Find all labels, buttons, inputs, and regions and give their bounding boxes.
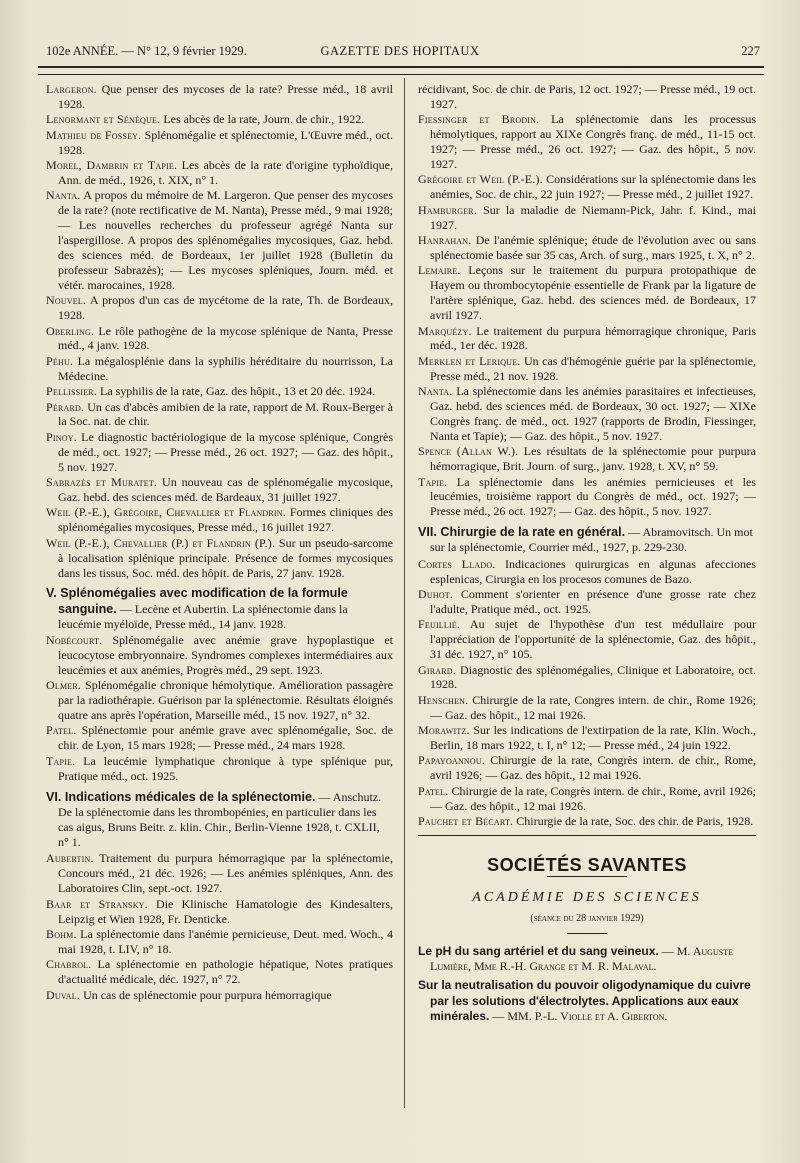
bibliography-entry	[46, 633, 393, 678]
bibliography-entry	[418, 324, 756, 354]
entry-author: Cortes Llado.	[418, 556, 496, 571]
bibliography-entry	[46, 384, 393, 399]
entry-text: Splénectomie pour anémie grave avec splénomégalie, Soc. de chir. de Lyon, 15 mars 1928; — Presse méd., 24 mars 1928.	[58, 723, 393, 753]
bibliography-entry	[418, 203, 756, 233]
entry-author: Morel, Dambrin et Tapie.	[46, 158, 178, 173]
entry-author: Duhot.	[418, 587, 454, 601]
entry-author: Grégoire et Weil (P.-E.).	[418, 172, 543, 187]
bibliography-entry	[418, 233, 756, 263]
running-header	[40, 44, 760, 64]
bibliography-entry	[46, 988, 393, 1003]
entry-author: Mathieu de Fossey.	[46, 127, 142, 142]
bibliography-entry	[418, 587, 756, 617]
title-underline	[547, 876, 627, 877]
bibliography-group-indications-cont	[418, 82, 756, 519]
entry-author: Aubertin.	[46, 851, 94, 866]
entry-text: Traitement du purpura hémorragique par la splénectomie, Concours méd., 21 déc. 1926; — Les anémies spléniques, Ann. des Laboratoires Clin, sept.-oct. 1927.	[58, 851, 393, 896]
communication-entry	[418, 944, 756, 975]
bibliography-entry	[418, 693, 756, 723]
bibliography-entry	[46, 293, 393, 323]
entry-text: Sur les indications de l'extirpation de la rate, Klin. Woch., Berlin, 18 mars 1922, t. I, n° 12; — Presse méd., 24 juin 1922.	[430, 723, 756, 753]
entry-text: récidivant, Soc. de chir. de Paris, 12 oct. 1927; — Presse méd., 19 oct. 1927.	[418, 82, 756, 111]
bibliography-entry	[418, 263, 756, 323]
societes-savantes-title: SOCIÉTÉS SAVANTES	[487, 855, 687, 875]
bibliography-entry	[46, 678, 393, 723]
entry-author: Olmer.	[46, 678, 82, 693]
communication-entry	[418, 978, 756, 1024]
entry-author: Chabrol.	[46, 957, 92, 972]
bibliography-entry	[46, 82, 393, 112]
entry-text: Indicaciones quirurgicas en algunas afecciones esplenicas, Cirurgia en los procesos comunes de Bazo.	[430, 556, 756, 586]
section-heading-v: V. Splénomégalies avec modification de la formule sanguine. — Lecène et Aubertin. La splénectomie dans la leucémie myéloïde, Presse méd., 14 janv. 1928.	[46, 586, 348, 631]
entry-author: Bohm.	[46, 926, 77, 941]
entry-text: Comment s'orienter en présence d'une grosse rate chez l'adulte, Pratique méd., oct. 1925.	[430, 587, 756, 616]
academie-title: ACADÉMIE DES SCIENCES	[472, 889, 702, 905]
bibliography-entry	[46, 897, 393, 927]
entry-text: Splénomégalie avec anémie grave hypoplastique et leucocytose embryonnaire. Syndromes complexes intermédiaires aux leucémies et aux anémies, Progrès méd., 29 sept. 1923.	[58, 633, 393, 677]
entry-text: Splénomégalie et splénectomie, L'Œuvre méd., oct. 1928.	[58, 127, 393, 157]
entry-author: Nouvel.	[46, 293, 87, 308]
section-rule	[418, 835, 756, 836]
bibliography-entry	[418, 384, 756, 444]
bibliography-entry	[46, 324, 393, 354]
entry-author: Lemaire.	[418, 263, 461, 278]
session-date: (séance du 28 janvier 1929)	[530, 912, 644, 924]
entry-author: Patel.	[418, 783, 449, 798]
entry-author: Oberling.	[46, 323, 95, 338]
entry-text: A propos d'un cas de mycétome de la rate, Th. de Bordeaux, 1928.	[58, 293, 393, 323]
bibliography-entry	[418, 663, 756, 693]
entry-author: Merklen et Lerique.	[418, 353, 521, 368]
entry-author: Fiessinger et Brodin.	[418, 112, 540, 127]
entry-text: Chirurgie de la rate, Soc. des chir. de Paris, 1928.	[513, 814, 754, 829]
entry-text: Sur un pseudo-sarcome à localisation splénique principale. Présence de formes mycosiques dans les tissus, Soc. méd. des hôpit. de Paris, 27 janv. 1928.	[58, 535, 393, 580]
entry-text: Diagnostic des splénomégalies, Clinique et Laboratoire, oct. 1928.	[430, 662, 756, 692]
entry-text: Un nouveau cas de splénomégalie mycosique, Gaz. hebd. des sciences méd. de Bardeaux, 31 juillet 1927.	[58, 475, 393, 504]
entry-text: Un cas d'abcès amibien de la rate, rapport de M. Roux-Berger à la Soc. nat. de chir.	[58, 399, 393, 429]
bibliography-entry	[418, 617, 756, 662]
entry-author: Baar et Stransky.	[46, 896, 148, 911]
section-heading-vi: VI. Indications médicales de la splénectomie. — Anschutz. De la splénectomie dans les thrombopénies, en particulier dans les cas aigus, Bruns Beitr. z. klin. Chir., Berlin-Vienne 1928, t. CXLII, n° 1.	[46, 789, 382, 850]
bibliography-entry	[46, 475, 393, 505]
entry-author: Lenormant et Sénèque.	[46, 112, 161, 127]
entry-author: Tapie.	[418, 474, 448, 489]
entry-text: Le rôle pathogène de la mycose splénique de Nanta, Presse méd., 4 janv. 1928.	[58, 323, 393, 353]
bibliography-entry	[46, 430, 393, 475]
bibliography-entry	[46, 851, 393, 896]
bibliography-entry	[46, 505, 393, 535]
bibliography-entry	[46, 723, 393, 753]
bibliography-entry	[46, 112, 393, 127]
entry-text: Formes cliniques des splénomégalies mycosiques, Presse méd., 16 juillet 1927.	[58, 505, 393, 535]
entry-text: Au sujet de l'hypothèse d'un test médullaire pour l'appréciation de l'opportunité de la splénectomie, Gaz. des hôpit., 31 déc. 1927, n° 105.	[430, 617, 756, 662]
entry-text: La splénectomie en pathologie hépatique, Notes pratiques d'actualité médicale, déc. 1927, n° 72.	[58, 957, 393, 987]
right-column	[418, 82, 756, 1152]
bibliography-group-indications	[46, 851, 393, 1002]
session-rule	[567, 933, 607, 934]
bibliography-entry	[46, 536, 393, 581]
entry-text: La mégalosplénie dans la syphilis héréditaire du nourrisson, La Médecine.	[58, 353, 393, 383]
bibliography-entry	[46, 128, 393, 158]
bibliography-group-formule	[46, 633, 393, 784]
entry-text: Chirurgie de la rate, Congres intern. de chir., Rome 1926; — Gaz. des hôpit., 12 mai 1926.	[430, 692, 756, 722]
bibliography-entry	[418, 354, 756, 384]
entry-text: Les abcès de la rate, Journ. de chir., 1922.	[160, 112, 365, 127]
page-number: 227	[741, 44, 760, 58]
journal-title: GAZETTE DES HOPITAUX	[320, 44, 480, 58]
bibliography-entry	[418, 814, 756, 829]
entry-author: Pauchet et Bécart.	[418, 814, 514, 829]
entry-author: Weil (P.-E.), Grégoire, Chevallier et Flandrin.	[46, 505, 286, 520]
entry-text: Die Klinische Hamatologie des Kindesalters, Leipzig et Wien 1928, Fr. Denticke.	[58, 896, 393, 926]
bibliography-entry	[418, 475, 756, 520]
bibliography-entry	[46, 354, 393, 384]
bibliography-entry	[418, 723, 756, 753]
bibliography-entry	[418, 82, 756, 112]
entry-text: A propos du mémoire de M. Largeron. Que penser des mycoses de la rate? (note rectificative de M. Nanta), Presse méd., 9 mai 1928; — Les nouvelles recherches du professeur agrégé Nanta sur l'aspergillose. A propos des splénomégalies mycosiques, Gaz. hebd. des sciences méd. de Bordeaux, 1er juillet 1928 (Bulletin du professeur Sabrazès); — Les mycoses spléniques, Journ. méd. et vétér. marocaines, 1928.	[58, 188, 393, 292]
bibliography-entry	[46, 400, 393, 430]
entry-author: Spence (Allan W.).	[418, 444, 519, 459]
entry-text: Un cas de splénectomie pour purpura hémorragique	[80, 987, 332, 1002]
entry-text: Les abcès de la rate d'origine typhoïdique, Ann. de méd., 1926, t. XIX, n° 1.	[58, 158, 393, 187]
entry-author: Henschen.	[418, 692, 469, 707]
entry-text: Chirurgie de la rate, Congrès intern. de chir., Rome, avril 1926; — Gaz. des hôpit., 12 mai 1926.	[430, 753, 756, 783]
entry-author: Feuillié.	[418, 617, 461, 632]
bibliography-entry	[46, 188, 393, 292]
bibliography-entry	[418, 753, 756, 783]
communication-title: Le pH du sang artériel et du sang veineux.	[418, 943, 659, 958]
entry-author: Nanta.	[418, 384, 453, 399]
bibliography-entry	[418, 557, 756, 587]
entry-author: Hanrahan.	[418, 233, 472, 248]
entry-text: La splénectomie dans l'anémie pernicieuse, Deut. med. Woch., 4 mai 1928, t. LIV, n° 18.	[58, 926, 393, 956]
bibliography-entry	[46, 957, 393, 987]
entry-author: Girard.	[418, 662, 456, 677]
bibliography-entry	[418, 172, 756, 202]
entry-author: Nobécourt.	[46, 633, 103, 648]
communication-authors: — M. Auguste Lumière, Mme R.-H. Grange et M. R. Malaval.	[430, 943, 733, 974]
bibliography-entry	[418, 112, 756, 172]
entry-author: Duval.	[46, 987, 81, 1002]
entry-author: Sabrazès et Muratet.	[46, 475, 158, 490]
bibliography-entry	[46, 754, 393, 784]
bibliography-entry	[46, 158, 393, 188]
entry-author: Hamburger.	[418, 202, 478, 217]
column-divider	[404, 78, 405, 1108]
bibliography-group-mycoses	[46, 82, 393, 580]
header-rule	[38, 66, 764, 75]
entry-text: De l'anémie splénique; étude de l'évolution avec ou sans splénectomie basée sur 35 cas, Arch. of surg., mars 1925, t. X, n° 2.	[430, 233, 756, 262]
entry-text: Sur la maladie de Niemann-Pick, Jahr. f. Kind., mai 1927.	[430, 202, 756, 232]
entry-author: Péhu.	[46, 353, 74, 368]
entry-text: Considérations sur la splénectomie dans les anémies, Soc. de chir., 22 juin 1927; — Presse méd., 2 juillet 1927.	[430, 172, 756, 202]
entry-author: Largeron.	[46, 82, 97, 96]
entry-text: Leçons sur le traitement du purpura protopathique de Hayem ou thrombocytopénie essentielle de Frank par la ligature de l'artère splénique, Gaz. hebd. des sciences méd. de Bordeaux, 17 avril 1927.	[430, 263, 756, 323]
entry-text: La splénectomie dans les processus hémolytiques, rapport au XIXe Congrès franç. de méd., 11-15 oct. 1927; — Presse méd., 26 oct. 1927; — Gaz. des hôpit., 5 nov. 1927.	[430, 112, 756, 172]
entry-author: Weil (P.-E.), Chevallier (P.) et Flandrin (P.).	[46, 535, 276, 550]
entry-text: Un cas d'hémogénie guérie par la splénectomie, Presse méd., 21 nov. 1928.	[430, 353, 756, 383]
entry-author: Patel.	[46, 723, 77, 738]
bibliography-entry	[46, 927, 393, 957]
entry-text: Que penser des mycoses de la rate? Presse méd., 18 avril 1928.	[58, 82, 393, 111]
entry-author: Marquézy.	[418, 323, 472, 338]
entry-text: La syphilis de la rate, Gaz. des hôpit., 13 et 20 déc. 1924.	[96, 384, 376, 399]
entry-text: La splénectomie dans les anémies parasitaires et infectieuses, Gaz. hebd. des sciences méd. de Bordeaux, 30 oct. 1927; — XIXe Congrès franç. de méd., oct. 1927 (rapports de Brodin, Fiessinger, Nanta et Tapie); — Gaz. des hôpit., 5 nov. 1927.	[430, 384, 756, 443]
entry-author: Papayoannou.	[418, 753, 486, 768]
entry-author: Pérard.	[46, 399, 85, 414]
entry-author: Morawitz.	[418, 723, 470, 738]
entry-author: Nanta.	[46, 188, 81, 203]
section-heading-vii: VII. Chirurgie de la rate en général. — Abramovitsch. Un mot sur la splénectomie, Courrier méd., 1927, p. 229-230.	[418, 525, 753, 555]
entry-text: La leucémie lymphatique chronique à type splénique pur, Pratique méd., oct. 1925.	[58, 753, 393, 783]
entry-text: La splénectomie dans les anémies pernicieuses et les leucémies, troisième rapport du Congrès de méd., oct. 1927; — Presse méd., 26 oct. 1927; — Gaz. des hôpit., 5 nov. 1927.	[430, 474, 756, 519]
left-column	[46, 82, 393, 1152]
communication-title: Sur la neutralisation du pouvoir oligodynamique du cuivre par les solutions d'électrolytes. Applications aux eaux minérales.	[418, 978, 751, 1023]
entry-text: Chirurgie de la rate, Congrès intern. de chir., Rome, avril 1926; — Gaz. des hôpit., 12 mai 1926.	[430, 783, 756, 813]
entry-author: Tapie.	[46, 753, 76, 768]
issue-info: 102e ANNÉE. — N° 12, 9 février 1929.	[46, 44, 247, 58]
entry-text: Le diagnostic bactériologique de la mycose splénique, Congrès de méd., oct. 1927; — Presse méd., 26 oct. 1927; — Gaz. des hôpit., 5 nov. 1927.	[58, 429, 393, 474]
communications-list	[418, 944, 756, 1024]
bibliography-entry	[418, 784, 756, 814]
communication-authors: — MM. P.-L. Violle et A. Giberton.	[489, 1008, 668, 1023]
bibliography-group-chirurgie	[418, 557, 756, 829]
entry-author: Pellissier.	[46, 384, 97, 399]
entry-text: Splénomégalie chronique hémolytique. Amélioration passagère par la radiothérapie. Guérison par la splénectomie. Résultats éloignés quatre ans après l'opération, Marseille méd., 15 nov. 1927, n° 32.	[58, 678, 393, 723]
entry-text: Le traitement du purpura hémorragique chronique, Paris méd., 1er déc. 1928.	[430, 323, 756, 353]
entry-author: Pinoy.	[46, 429, 77, 444]
bibliography-entry	[418, 444, 756, 474]
entry-text: Les résultats de la splénectomie pour purpura hémorragique, Brit. Journ. of surg., janv. 1928, t. XV, n° 59.	[430, 444, 756, 474]
